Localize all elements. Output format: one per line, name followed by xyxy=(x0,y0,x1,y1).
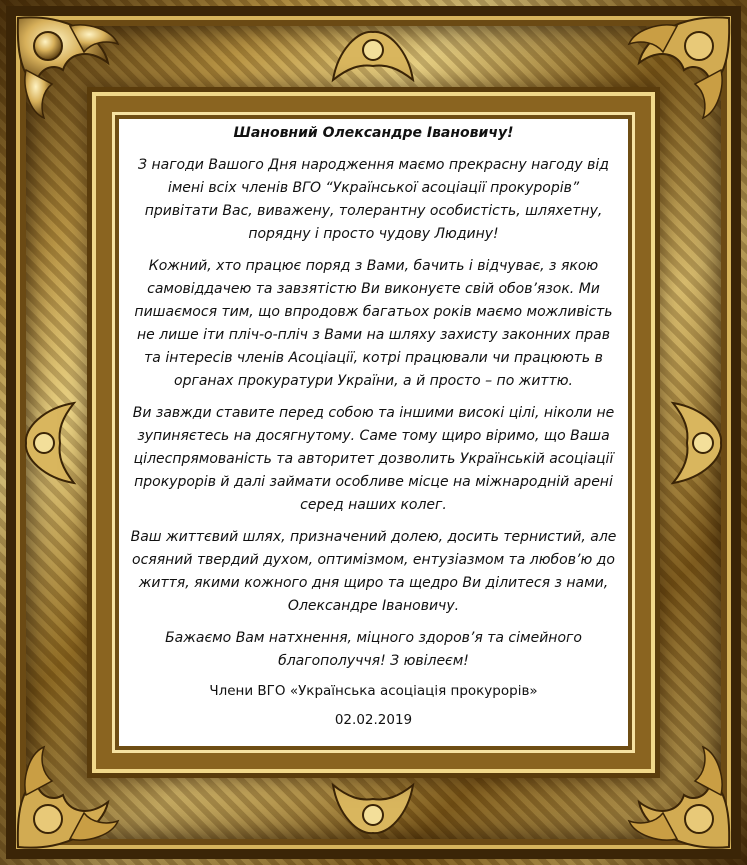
scroll-ornament-icon xyxy=(328,20,418,90)
letter-paragraph-1: З нагоди Вашого Дня народження маємо прекрасну нагоду від імені всіх членів ВГО “Української асоціації прокурорів” привітати Вас, виважену, толерантну особистість, шляхетну, порядну і просто чудову Людину! xyxy=(138,157,609,242)
scroll-ornament-icon xyxy=(328,775,418,845)
scroll-ornament-icon xyxy=(14,398,84,488)
letter-date: 02.02.2019 xyxy=(334,712,413,728)
letter-paragraph-2: Кожний, хто працює поряд з Вами, бачить і відчуває, з якою самовіддачею та завзятістю Ви виконуєте свій обов’язок. Ми пишаємося тим, що впродовж багатьох років маємо можливість не лише іти пліч-о-пліч з Вами на шляху захисту законних прав та інтересів членів Асоціації, котрі працювали чи працюють в органах прокуратури України, а й просто – по життю. xyxy=(134,258,613,389)
letter-paragraph-5: Бажаємо Вам натхнення, міцного здоров’я та сімейного благополуччя! З ювілеєм! xyxy=(165,630,582,669)
letter-signature: Члени ВГО «Українська асоціація прокурорів» xyxy=(209,683,538,699)
congratulation-letter xyxy=(116,116,631,749)
letter-paragraph-4: Ваш життєвий шлях, призначений долею, досить тернистий, але осяяний твердий духом, оптимізмом, ентузіазмом та любов’ю до життя, якими кожного дня щиро та щедро Ви ділитеся з нами, Олександре Івановичу. xyxy=(130,529,617,614)
scroll-ornament-icon xyxy=(663,398,733,488)
letter-greeting: Шановний Олександре Івановичу! xyxy=(233,125,514,141)
letter-paragraph-3: Ви завжди ставите перед собою та іншими високі цілі, ніколи не зупиняєтесь на досягнутому. Саме тому щиро віримо, що Ваша цілеспрямованість та авторитет дозволить Українській асоціації прокурорів й далі займати особливе місце на міжнародній арені серед наших колег. xyxy=(132,405,615,513)
